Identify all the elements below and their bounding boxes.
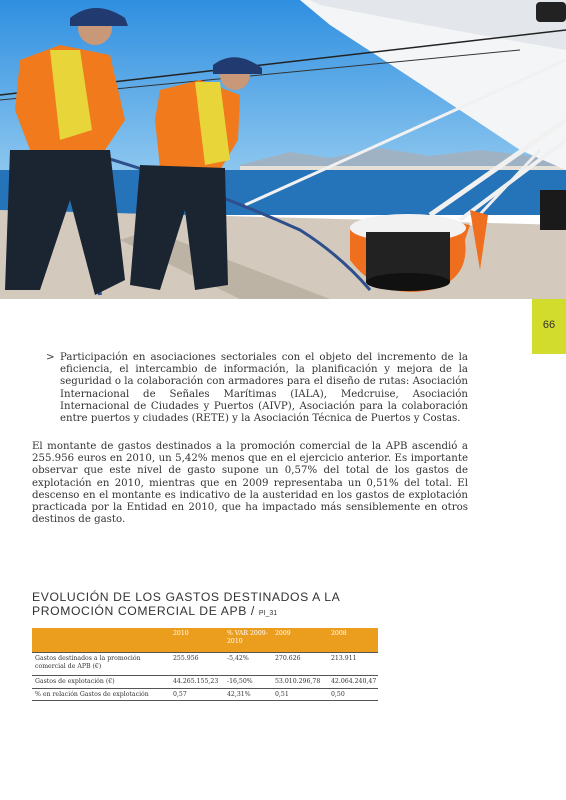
table-cell: 42,31% <box>224 688 272 701</box>
page-number: 66 <box>542 319 556 331</box>
table-cell: 42.064.240,47 <box>328 676 378 689</box>
harbor-mooring-photo-icon <box>0 0 566 299</box>
table-header-cell: % VAR 2009-2010 <box>224 628 272 653</box>
table-row <box>32 688 378 701</box>
table-row <box>32 653 378 676</box>
table-row <box>32 676 378 689</box>
bullet-text: Participación en asociaciones sectoriales con el objeto del incremento de la eficiencia, el intercambio de información, la planificación y mejora de la seguridad o la colaboración con armadores para el diseño de rutas: Asociación Internacional de Señales Marítimas (IALA), Medcruise, Asociación Internacional de Ciudades y Puertos (AIVP), Asociación para la colaboración entre puertos y ciudades (RETE) y la Asociación Técnica de Puertos y Costas. <box>60 352 468 425</box>
table-cell: 0,57 <box>170 688 224 701</box>
table-header-cell: 2008 <box>328 628 378 653</box>
table-cell: % en relación Gastos de explotación <box>32 688 170 701</box>
table-cell: Gastos de explotación (€) <box>32 676 170 689</box>
table-header-row <box>32 628 378 653</box>
table-cell: 0,50 <box>328 688 378 701</box>
bullet-marker: > <box>46 352 55 363</box>
bullet-item <box>46 352 468 425</box>
table-header-cell: 2010 <box>170 628 224 653</box>
harbor-mooring-photo <box>0 0 566 299</box>
table-cell: 44.265.155,23 <box>170 676 224 689</box>
table-cell: 213.911 <box>328 653 378 676</box>
table-cell: -5,42% <box>224 653 272 676</box>
table-title <box>32 591 432 620</box>
table-cell: 255.956 <box>170 653 224 676</box>
table-title-line1: EVOLUCIÓN DE LOS GASTOS DESTINADOS A LA <box>32 590 341 604</box>
table-cell: -16,50% <box>224 676 272 689</box>
table-header-cell: 2009 <box>272 628 328 653</box>
table-cell: Gastos destinados a la promoción comercial de APB (€) <box>32 653 170 676</box>
table-cell: 53.010.296,78 <box>272 676 328 689</box>
page-number-tab <box>532 299 566 354</box>
table-header-cell <box>32 628 170 653</box>
expenses-table <box>32 628 378 701</box>
body-paragraph: El montante de gastos destinados a la promoción comercial de la APB ascendió a 255.956 euros en 2010, un 5,42% menos que en el ejercicio anterior. Es importante observar que este nivel de gasto supone un 0,57% del total de los gastos de explotación en 2010, mientras que en 2009 representaba un 0,51% del total. El descenso en el montante es indicativo de la austeridad en los gastos de explotación practicada por la Entidad en 2010, que ha impactado más sensiblemente en otros destinos de gasto. <box>32 441 468 526</box>
table-cell: 270.626 <box>272 653 328 676</box>
table-cell: 0,51 <box>272 688 328 701</box>
table-title-ref: PI_31 <box>258 609 278 617</box>
table-title-line2: PROMOCIÓN COMERCIAL DE APB / <box>32 603 255 618</box>
